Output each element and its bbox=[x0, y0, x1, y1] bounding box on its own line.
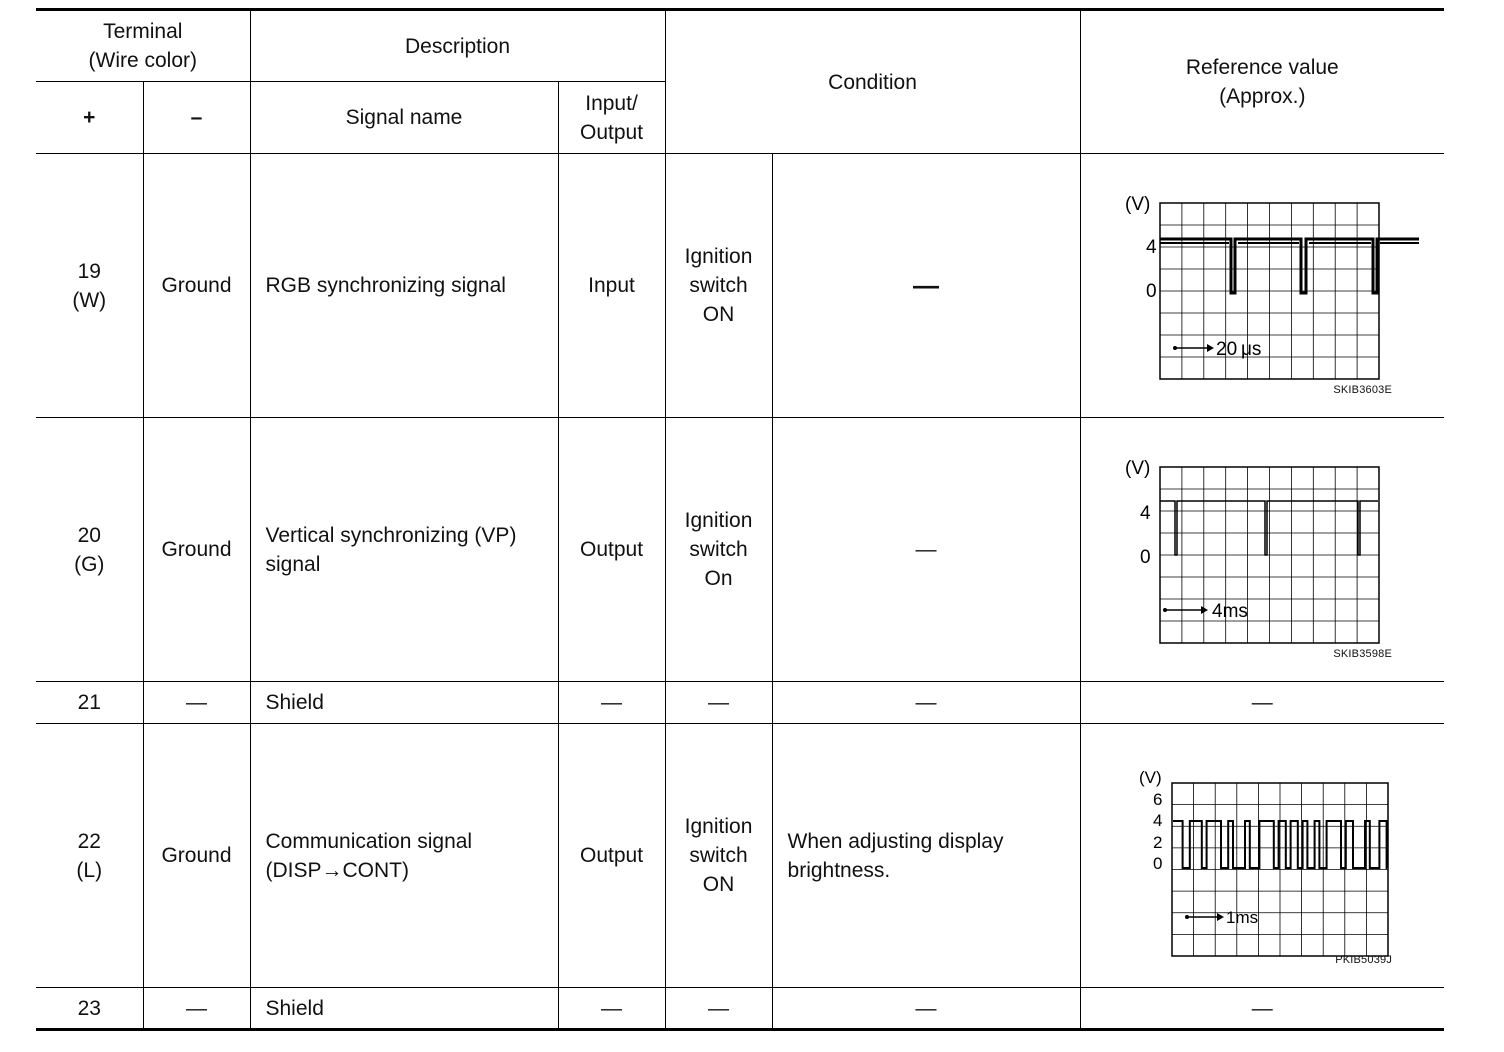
scope-grid bbox=[1160, 203, 1379, 379]
terminal-number: 23 bbox=[36, 988, 143, 1030]
time-scale-start bbox=[1163, 608, 1167, 612]
scope-y-label: 4 bbox=[1152, 810, 1162, 830]
terminal-table bbox=[36, 8, 1444, 1031]
signal-name-cell: Shield bbox=[250, 988, 558, 1030]
reference-cell: — bbox=[1080, 682, 1444, 724]
io-cell: — bbox=[558, 682, 665, 724]
ground-cell: Ground bbox=[143, 724, 250, 988]
table-row bbox=[36, 988, 1444, 1030]
reference-cell: — bbox=[1080, 988, 1444, 1030]
condition-cell bbox=[665, 154, 772, 418]
io-header-line2: Output bbox=[579, 120, 644, 144]
signal-name-line2: (DISP→CONT) bbox=[265, 858, 409, 882]
time-scale-arrowhead bbox=[1207, 344, 1214, 352]
io-header-line1: Input/ bbox=[585, 91, 638, 115]
terminal-cell bbox=[36, 724, 143, 988]
signal-name-cell bbox=[250, 154, 558, 418]
time-scale-label: 4ms bbox=[1211, 600, 1248, 622]
plus-header: + bbox=[36, 82, 143, 154]
condition-line3: ON bbox=[702, 303, 735, 326]
scope-grid bbox=[1160, 467, 1379, 643]
table-row bbox=[36, 418, 1444, 682]
io-cell: Output bbox=[558, 724, 665, 988]
condition-line1: Ignition bbox=[684, 815, 753, 838]
condition-detail-cell: — bbox=[772, 154, 1080, 418]
signal-name-line1: Communication signal bbox=[265, 829, 473, 853]
scope-unit-label: (V) bbox=[1124, 193, 1150, 215]
time-scale-label: 1ms bbox=[1225, 907, 1258, 927]
time-scale-start bbox=[1173, 346, 1177, 350]
terminal-header-line2: (Wire color) bbox=[88, 49, 197, 72]
scope-unit-label: (V) bbox=[1124, 457, 1150, 479]
io-cell: Input bbox=[558, 154, 665, 418]
condition-line1: Ignition bbox=[684, 245, 753, 268]
scope-y-label: 4 bbox=[1145, 236, 1157, 258]
reference-header-line1: Reference value bbox=[1185, 56, 1339, 79]
time-scale-start bbox=[1185, 915, 1189, 919]
condition-detail-line2: brightness. bbox=[787, 858, 891, 882]
table-row bbox=[36, 154, 1444, 418]
condition-detail-cell: — bbox=[772, 988, 1080, 1030]
reference-cell bbox=[1080, 418, 1444, 682]
condition-detail-cell: — bbox=[772, 682, 1080, 724]
terminal-number: 19 bbox=[77, 259, 101, 283]
description-header: Description bbox=[250, 10, 665, 82]
time-scale-arrowhead bbox=[1217, 913, 1224, 921]
time-scale-arrowhead bbox=[1201, 606, 1208, 614]
figure-code: SKIB3598E bbox=[1333, 647, 1393, 660]
reference-cell bbox=[1080, 724, 1444, 988]
figure-code: PKIB5039J bbox=[1335, 953, 1393, 966]
signal-name-cell: Shield bbox=[250, 682, 558, 724]
minus-header: – bbox=[143, 82, 250, 154]
scope-y-label: 4 bbox=[1139, 502, 1151, 524]
signal-name-cell bbox=[250, 724, 558, 988]
terminal-number: 21 bbox=[36, 682, 143, 724]
figure-code: SKIB3603E bbox=[1333, 383, 1393, 396]
terminal-cell bbox=[36, 154, 143, 418]
condition-line2: switch bbox=[689, 274, 748, 297]
condition-cell bbox=[665, 418, 772, 682]
time-scale-label: 20 μs bbox=[1215, 338, 1261, 360]
signal-name-cell bbox=[250, 418, 558, 682]
condition-cell: — bbox=[665, 682, 772, 724]
reference-cell bbox=[1080, 154, 1444, 418]
terminal-header bbox=[36, 10, 250, 82]
scope-y-label: 6 bbox=[1152, 789, 1162, 809]
scope-unit-label: (V) bbox=[1138, 767, 1162, 787]
condition-line2: switch bbox=[689, 844, 748, 867]
condition-line1: Ignition bbox=[684, 509, 753, 532]
condition-detail-line1: When adjusting display bbox=[787, 829, 1004, 853]
scope-y-label: 2 bbox=[1152, 832, 1162, 852]
terminal-number: 22 bbox=[77, 829, 101, 853]
scope-y-label: 0 bbox=[1139, 546, 1151, 568]
wire-color: (G) bbox=[74, 552, 105, 576]
condition-detail-cell: — bbox=[772, 418, 1080, 682]
signal-name-line1: RGB synchronizing signal bbox=[265, 274, 506, 297]
signal-name-line2: signal bbox=[265, 552, 321, 576]
io-header bbox=[558, 82, 665, 154]
waveform-trace bbox=[1160, 501, 1378, 555]
signal-name-header: Signal name bbox=[250, 82, 558, 154]
ground-cell: — bbox=[143, 988, 250, 1030]
scope-grid bbox=[1172, 783, 1388, 956]
condition-cell: — bbox=[665, 988, 772, 1030]
condition-line3: On bbox=[704, 567, 733, 590]
terminal-number: 20 bbox=[77, 523, 101, 547]
table-row bbox=[36, 724, 1444, 988]
ground-cell: Ground bbox=[143, 154, 250, 418]
condition-line3: ON bbox=[702, 873, 735, 896]
scope-y-label: 0 bbox=[1152, 853, 1162, 873]
wire-color: (W) bbox=[72, 288, 107, 312]
wire-color: (L) bbox=[76, 858, 103, 882]
terminal-cell bbox=[36, 418, 143, 682]
scope-y-label: 0 bbox=[1145, 280, 1157, 302]
condition-detail-cell bbox=[772, 724, 1080, 988]
io-cell: Output bbox=[558, 418, 665, 682]
io-cell: — bbox=[558, 988, 665, 1030]
condition-line2: switch bbox=[689, 538, 748, 561]
condition-header: Condition bbox=[665, 10, 1080, 154]
ground-cell: — bbox=[143, 682, 250, 724]
ground-cell: Ground bbox=[143, 418, 250, 682]
signal-name-line1: Vertical synchronizing (VP) bbox=[265, 523, 517, 547]
reference-header bbox=[1080, 10, 1444, 154]
terminal-header-line1: Terminal bbox=[103, 20, 183, 43]
table-row bbox=[36, 682, 1444, 724]
condition-cell bbox=[665, 724, 772, 988]
reference-header-line2: (Approx.) bbox=[1219, 85, 1306, 108]
